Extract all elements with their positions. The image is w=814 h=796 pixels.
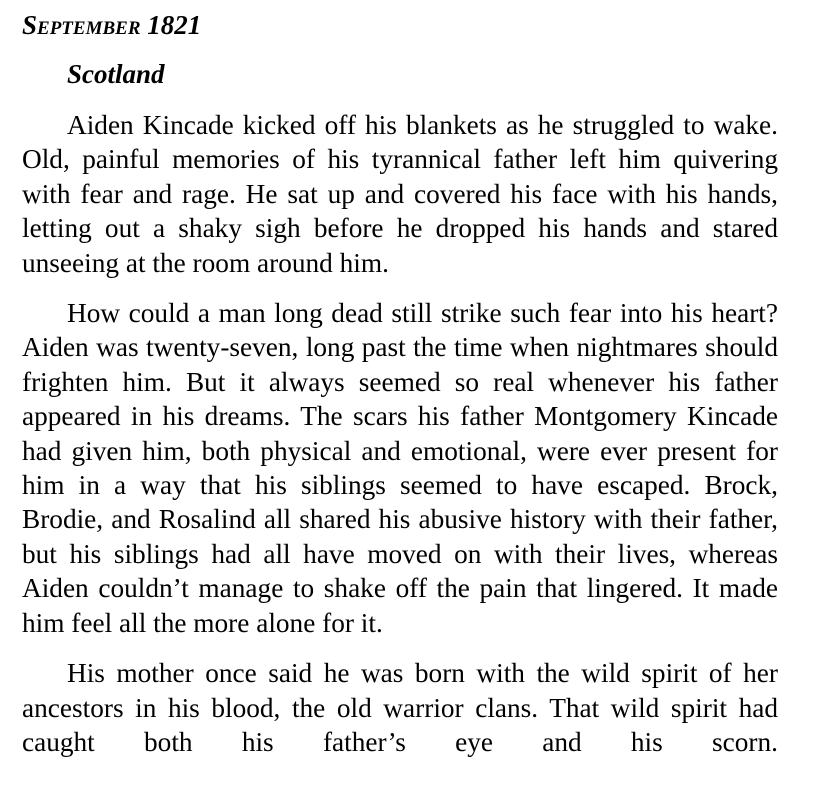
chapter-year: 1821 bbox=[147, 10, 202, 40]
paragraph-3: His mother once said he was born with the wild spirit of her ancestors in his blood, the old warrior clans. That wild spirit had caught both his father’s eye and his scorn. bbox=[22, 658, 778, 757]
chapter-heading bbox=[22, 9, 201, 41]
paragraph-2: How could a man long dead still strike such fear into his heart? Aiden was twenty-seven, long past the time when nightmares should frighten him. But it always seemed so real whenever his father appeared in his dreams. The scars his father Montgomery Kincade had given him, both physical and emotional, were ever present for him in a way that his siblings seemed to have escaped. Brock, Brodie, and Rosalind all shared his abusive history with their father, but his siblings had all have moved on with their lives, whereas Aiden couldn’t manage to shake off the pain that lingered. It made him feel all the more alone for it. bbox=[22, 298, 778, 638]
body-text bbox=[22, 108, 778, 759]
chapter-month: September bbox=[22, 10, 141, 40]
location-subheading: Scotland bbox=[67, 59, 165, 89]
paragraph-1: Aiden Kincade kicked off his blankets as he struggled to wake. Old, painful memories of his tyrannical father left him quivering with fear and rage. He sat up and covered his face with his hands, letting out a shaky sigh before he dropped his hands and stared unseeing at the room around him. bbox=[22, 110, 778, 278]
